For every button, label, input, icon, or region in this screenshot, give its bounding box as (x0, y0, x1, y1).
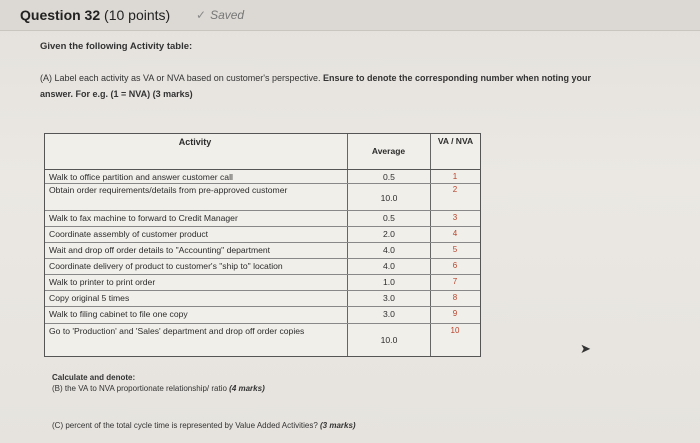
mouse-cursor-icon: ➤ (580, 341, 591, 356)
calculate-section (52, 372, 265, 394)
row-activity: Walk to printer to print order (49, 277, 156, 287)
instructions-rest: Ensure to denote the corresponding number when noting your answer. For e.g. (1 = NVA) (3 marks) (40, 73, 592, 99)
row-divider (45, 258, 480, 259)
calculate-title: Calculate and denote: (52, 373, 136, 382)
part-b-marks: (4 marks) (229, 384, 265, 393)
row-activity: Walk to fax machine to forward to Credit Manager (49, 213, 238, 223)
row-number: 8 (452, 293, 458, 302)
question-number: Question 32 (20, 7, 101, 23)
instructions (40, 70, 600, 102)
instructions-lead: (A) Label each activity as VA or NVA based on customer's perspective. (40, 73, 321, 83)
row-average: 10.0 (380, 193, 398, 203)
row-number: 6 (452, 261, 458, 270)
saved-label: Saved (210, 8, 245, 22)
row-average: 10.0 (380, 335, 398, 345)
row-divider (45, 306, 480, 307)
saved-status (196, 8, 244, 22)
row-divider (45, 290, 480, 291)
row-average: 1.0 (383, 277, 395, 287)
row-divider (45, 242, 480, 243)
part-c-marks: (3 marks) (320, 421, 356, 430)
header-average: Average (371, 146, 406, 156)
row-activity: Coordinate assembly of customer product (49, 229, 209, 239)
row-divider (45, 183, 480, 184)
row-divider (45, 323, 480, 324)
row-activity: Walk to office partition and answer customer call (49, 172, 233, 182)
given-text: Given the following Activity table: (40, 41, 193, 52)
check-icon: ✓ (196, 8, 207, 22)
question-points: (10 points) (104, 7, 171, 23)
row-average: 4.0 (383, 245, 395, 255)
activity-table (44, 133, 481, 357)
row-number: 7 (452, 277, 458, 286)
row-divider (45, 274, 480, 275)
row-activity: Walk to filing cabinet to file one copy (49, 309, 188, 319)
row-average: 3.0 (383, 309, 395, 319)
row-divider (45, 226, 480, 227)
row-average: 0.5 (383, 172, 395, 182)
row-number: 1 (452, 172, 458, 181)
row-number: 3 (452, 213, 458, 222)
row-number: 5 (452, 245, 458, 254)
row-activity: Coordinate delivery of product to customer's "ship to" location (49, 261, 283, 271)
row-average: 4.0 (383, 261, 395, 271)
part-c-text: (C) percent of the total cycle time is represented by Value Added Activities? (52, 421, 318, 430)
row-activity: Wait and drop off order details to "Accounting" department (49, 245, 271, 255)
question-title (20, 7, 170, 23)
header-activity: Activity (178, 137, 212, 147)
row-average: 3.0 (383, 293, 395, 303)
row-number: 4 (452, 229, 458, 238)
row-number: 9 (452, 309, 458, 318)
header-va-nva: VA / NVA (437, 136, 474, 146)
row-activity: Go to 'Production' and 'Sales' department and drop off order copies (49, 326, 305, 336)
part-b-text: (B) the VA to NVA proportionate relationship/ ratio (52, 384, 227, 393)
row-activity: Copy original 5 times (49, 293, 130, 303)
row-number: 10 (450, 326, 460, 335)
part-c (52, 421, 356, 430)
row-average: 2.0 (383, 229, 395, 239)
header-divider (45, 169, 480, 170)
row-average: 0.5 (383, 213, 395, 223)
row-activity: Obtain order requirements/details from pre-approved customer (49, 185, 288, 195)
row-number: 2 (452, 185, 458, 194)
row-divider (45, 210, 480, 211)
